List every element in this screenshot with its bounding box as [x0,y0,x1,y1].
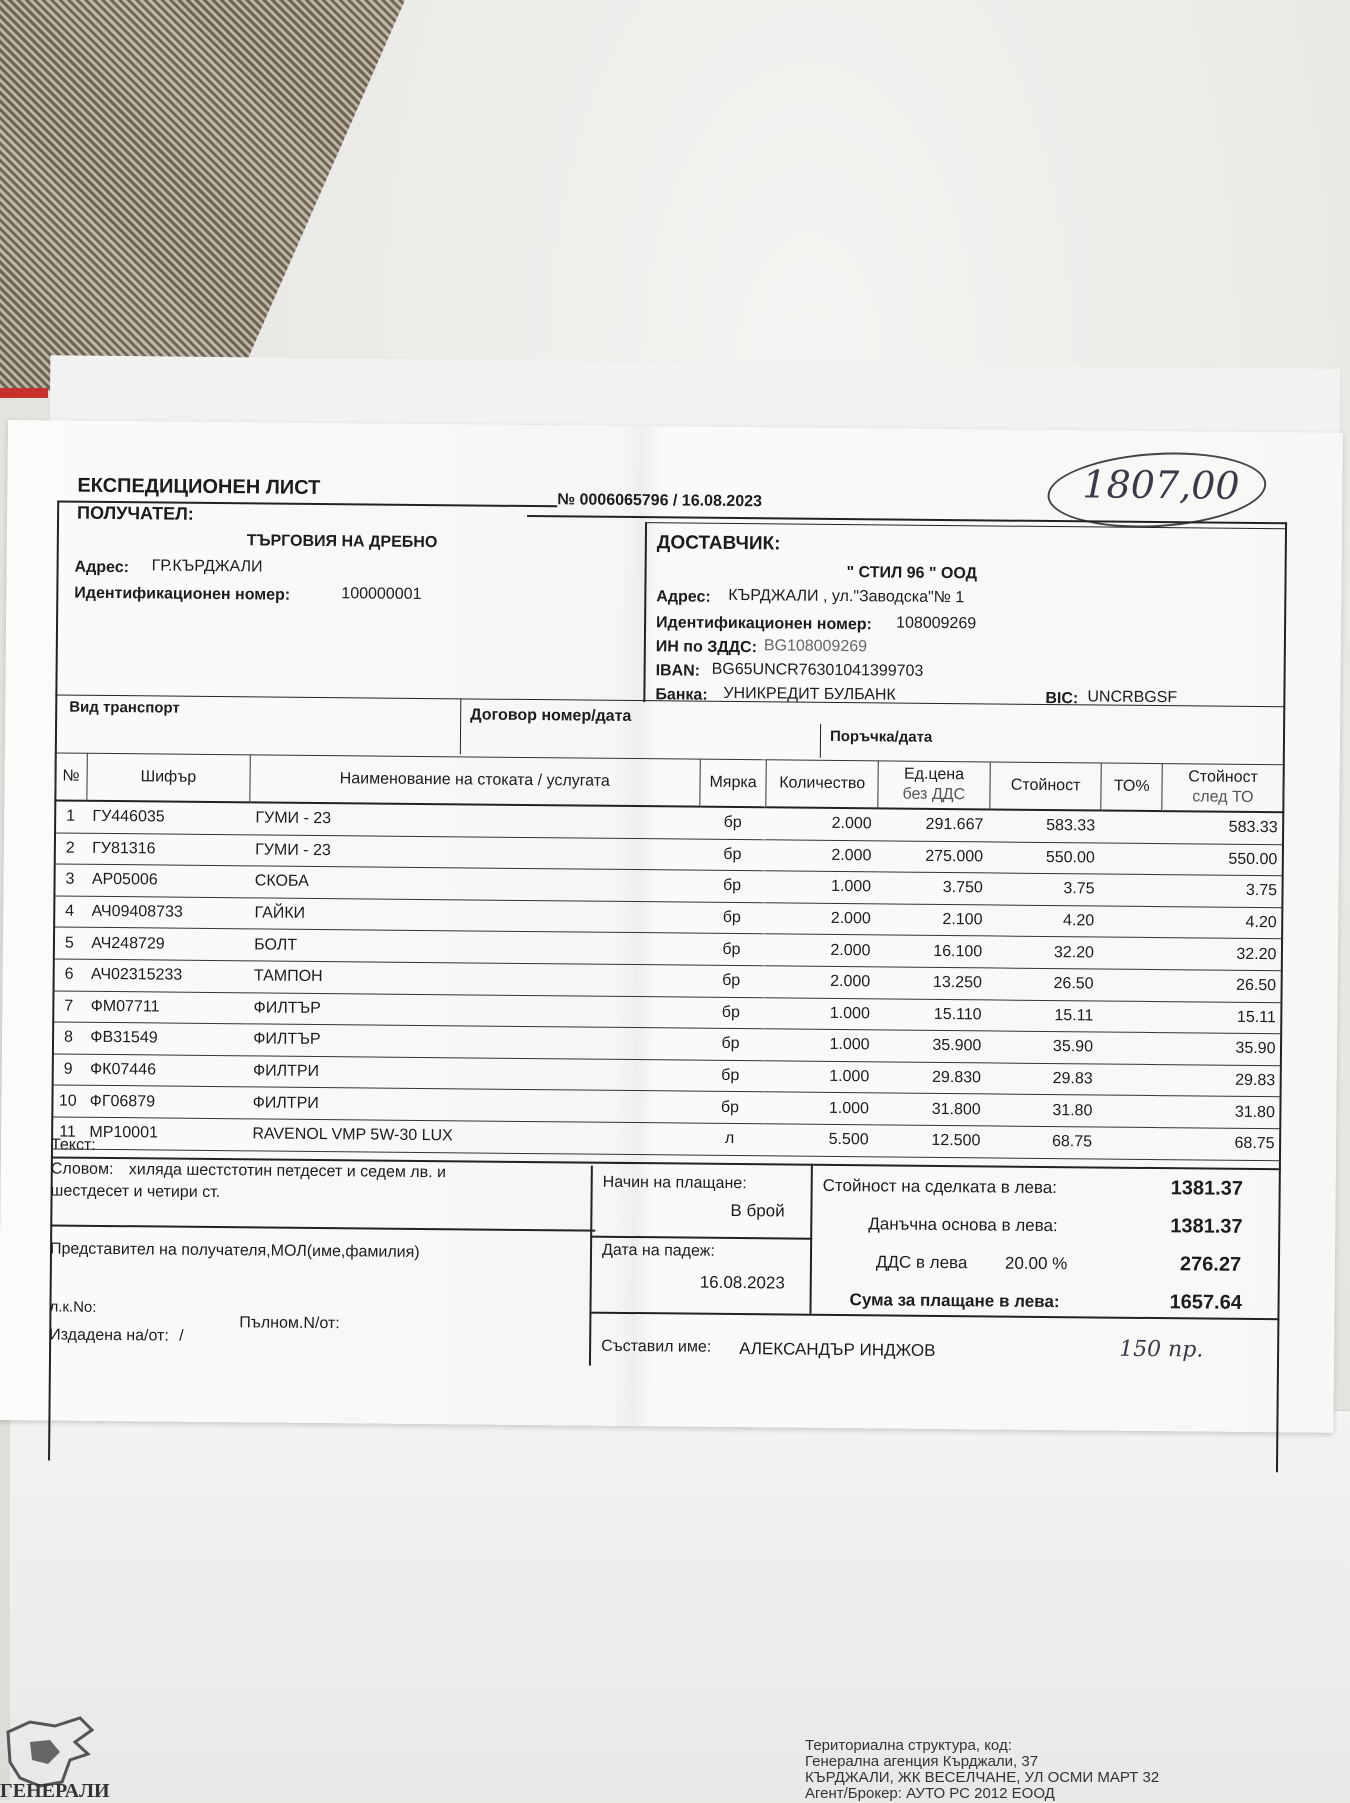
rule [460,698,462,754]
total-label: Сума за плащане в лева: [849,1290,1060,1312]
item-code: ГУ446035 [86,801,249,835]
item-value-after-discount: 68.75 [1158,1128,1280,1161]
item-unit-price: 3.750 [877,872,989,905]
item-discount [1101,843,1162,875]
compiled-by-name: АЛЕКСАНДЪР ИНДЖОВ [739,1339,936,1360]
woven-placemat [0,0,420,400]
item-unit: бр [699,807,766,840]
item-name: ФИЛТЪР [247,1024,697,1060]
item-value: 3.75 [989,873,1101,906]
item-quantity: 2.000 [766,807,878,840]
item-quantity: 2.000 [764,966,876,999]
item-unit-price: 31.800 [875,1093,987,1126]
handwritten-note: 150 пр. [1119,1336,1204,1363]
vat-value: 276.27 [1179,1253,1242,1276]
row-number: 6 [53,959,85,991]
col-price [878,761,990,810]
item-discount [1099,1001,1160,1033]
item-discount [1099,1064,1160,1096]
vat-label: ДДС в лева [875,1252,968,1273]
rule [590,1236,812,1240]
item-value-after-discount: 26.50 [1160,970,1282,1003]
item-value: 35.90 [987,1031,1099,1064]
item-code: ФГ06879 [84,1086,247,1119]
item-value: 29.83 [987,1063,1099,1096]
recipient-address: ГР.КЪРДЖАЛИ [151,557,263,576]
issued-value: / [179,1327,184,1345]
recipient-id-number: 100000001 [341,585,422,603]
item-value: 15.11 [987,999,1099,1032]
row-number: 2 [54,833,86,865]
item-unit-price: 12.500 [875,1125,987,1158]
row-number: 9 [52,1054,84,1086]
item-code: АР05006 [86,864,249,897]
item-unit: бр [699,870,766,902]
item-unit: бр [697,1028,764,1060]
col-unit: Мярка [700,759,767,807]
item-name: ФИЛТРИ [247,1087,697,1123]
item-value: 583.33 [989,809,1101,842]
item-unit: бр [697,1060,764,1092]
leaflet-line: КЪРДЖАЛИ, ЖК ВЕСЕЛЧАНЕ, УЛ ОСМИ МАРТ 32 [805,1769,1160,1786]
col-value: Стойност [990,762,1102,811]
deal-value-label: Стойност на сделката в лева: [822,1175,1058,1198]
item-discount [1100,906,1161,938]
supplier-bank: УНИКРЕДИТ БУЛБАНК [723,684,896,704]
item-discount [1098,1127,1159,1159]
red-tab [0,388,48,398]
payment-method-value: В брой [730,1200,785,1221]
item-unit: бр [699,839,766,871]
supplier-vat-number: BG108009269 [763,637,868,656]
item-value-after-discount: 15.11 [1160,1001,1282,1034]
items-table-body [52,800,1284,1160]
row-number: 5 [53,927,85,959]
shipping-document [0,420,1343,1433]
item-code: АЧ02315233 [85,959,248,992]
transport-label: Вид транспорт [69,698,180,717]
representative-label: Представител на получателя,МОЛ(име,фамилия) [49,1240,420,1261]
rule [643,522,647,702]
vat-rate: 20.00 % [1004,1253,1068,1274]
item-value-after-discount: 583.33 [1161,811,1283,844]
contract-label: Договор номер/дата [470,706,632,725]
item-unit: бр [698,965,765,997]
item-value-after-discount: 3.75 [1161,875,1283,908]
supplier-bank-label: Банка: [655,686,708,704]
col-to: ТО% [1101,763,1162,811]
leaflet-line: Агент/Брокер: АУТО РС 2012 ЕООД [805,1785,1055,1802]
item-code: ФМ07711 [84,991,247,1024]
item-name: RAVENOL VMP 5W-30 LUX [246,1119,696,1155]
leaflet-line: Териториална структура, код: [805,1737,1012,1754]
item-code: ФК07446 [84,1054,247,1087]
recipient-id-label: Идентификационен номер: [74,584,291,604]
supplier-id-label: Идентификационен номер: [656,614,872,634]
col-code: Шифър [87,753,250,802]
due-date-label: Дата на падеж: [601,1241,715,1260]
document-sheet [49,462,1287,1363]
deal-value: 1381.37 [1170,1177,1244,1200]
item-value: 4.20 [988,905,1100,938]
item-unit-price: 291.667 [878,808,990,841]
item-name: ТАМПОН [248,961,698,997]
item-quantity: 1.000 [765,871,877,904]
item-discount [1100,874,1161,906]
item-value: 32.20 [988,936,1100,969]
item-discount [1098,1095,1159,1127]
row-number: 10 [52,1085,84,1117]
item-quantity: 1.000 [763,1061,875,1094]
item-discount [1100,937,1161,969]
order-label: Поръчка/дата [829,727,933,746]
row-number: 3 [54,864,86,896]
item-value: 550.00 [989,842,1101,875]
item-quantity: 1.000 [763,1092,875,1125]
item-unit-price: 15.110 [876,998,988,1031]
item-unit-price: 16.100 [876,935,988,968]
item-code: АЧ248729 [85,928,248,961]
supplier-header: ДОСТАВЧИК: [656,532,781,555]
item-name: ГАЙКИ [248,898,698,934]
item-value-after-discount: 32.20 [1160,938,1282,971]
item-discount [1101,811,1162,844]
amount-in-words-line1: хиляда шестстотин петдесет и седем лв. и [128,1161,447,1182]
col-after-line1: Стойност [1188,768,1258,787]
item-value-after-discount: 29.83 [1159,1064,1281,1097]
document-title: ЕКСПЕДИЦИОНЕН ЛИСТ [77,474,321,500]
row-number: 4 [54,896,86,928]
leaflet-line: Генерална агенция Кърджали, 37 [805,1753,1039,1770]
document-number: № 0006065796 / 16.08.2023 [557,491,763,511]
item-value-after-discount: 550.00 [1161,843,1283,876]
amount-in-words-line2: шестдесет и четири ст. [50,1182,221,1202]
item-discount [1099,969,1160,1001]
col-price-line2: без ДДС [902,785,966,804]
item-value-after-discount: 4.20 [1161,906,1283,939]
supplier-address-label: Адрес: [656,588,711,606]
item-name: ФИЛТЪР [247,992,697,1028]
id-card-label: л.к.No: [49,1298,97,1316]
insurer-brand: ГЕНЕРАЛИ [0,1780,110,1802]
leaflet-contact-block [805,1738,1159,1802]
items-table [51,752,1285,1160]
compiled-by-label: Съставил име: [601,1337,712,1356]
col-name: Наименование на стоката / услугата [250,755,700,807]
tax-base-label: Данъчна основа в лева: [868,1214,1058,1236]
col-qty: Количество [766,760,878,809]
item-code: ФВ31549 [84,1022,247,1055]
row-number: 1 [55,800,87,832]
supplier-id-number: 108009269 [896,614,977,633]
row-number: 8 [52,1022,84,1054]
rule [589,1166,593,1366]
supplier-name: " СТИЛ 96 " ООД [846,564,978,583]
item-name: ФИЛТРИ [247,1056,697,1092]
recipient-address-label: Адрес: [74,558,130,577]
item-code: АЧ09408733 [85,896,248,929]
item-quantity: 5.500 [763,1124,875,1157]
supplier-bic: UNCRBGSF [1087,688,1178,707]
handwritten-total: 1807,00 [1082,462,1240,508]
item-unit-price: 2.100 [877,904,989,937]
words-label: Словом: [50,1160,114,1179]
proxy-label: Пълном.N/от: [239,1314,340,1333]
item-unit: бр [697,997,764,1029]
item-quantity: 2.000 [766,839,878,872]
item-unit-price: 13.250 [876,967,988,1000]
item-quantity: 2.000 [765,903,877,936]
col-after [1162,764,1284,813]
item-name: СКОБА [249,866,699,902]
supplier-iban: BG65UNCR76301041399703 [711,660,924,680]
row-number: 7 [53,991,85,1023]
item-unit: бр [698,902,765,934]
rule [820,724,821,758]
item-value-after-discount: 35.90 [1159,1033,1281,1066]
total-value: 1657.64 [1169,1291,1242,1314]
item-unit-price: 275.000 [877,840,989,873]
col-after-line2: след ТО [1192,788,1254,806]
text-label: Текст: [50,1136,96,1154]
item-value: 68.75 [986,1126,1098,1159]
item-unit: л [696,1123,763,1155]
due-date-value: 16.08.2023 [699,1272,785,1293]
item-value-after-discount: 31.80 [1159,1096,1281,1129]
item-unit: бр [698,934,765,966]
tax-base-value: 1381.37 [1170,1215,1243,1238]
issued-label: Издадена на/от: [49,1326,169,1345]
item-quantity: 1.000 [764,1029,876,1062]
supplier-address: КЪРДЖАЛИ , ул."Заводска"№ 1 [728,586,965,607]
row-number: 11 [52,1117,84,1149]
item-discount [1099,1032,1160,1064]
item-unit: бр [696,1091,763,1123]
item-quantity: 2.000 [765,934,877,967]
recipient-name: ТЪРГОВИЯ НА ДРЕБНО [246,532,438,552]
col-no: № [55,753,87,801]
item-code: МР10001 [83,1117,246,1150]
item-unit-price: 29.830 [875,1062,987,1095]
item-value: 31.80 [987,1094,1099,1127]
item-name: БОЛТ [248,929,698,965]
item-unit-price: 35.900 [875,1030,987,1063]
supplier-bic-label: BIC: [1045,689,1079,708]
supplier-iban-label: IBAN: [655,662,701,680]
rule [50,1224,595,1231]
item-code: ГУ81316 [86,833,249,866]
item-value: 26.50 [988,968,1100,1001]
item-name: ГУМИ - 23 [249,802,699,838]
recipient-header: ПОЛУЧАТЕЛ: [77,502,194,524]
payment-method-label: Начин на плащане: [602,1173,747,1193]
item-quantity: 1.000 [764,997,876,1030]
item-name: ГУМИ - 23 [249,834,699,870]
supplier-vat-label: ИН по ЗДДС: [655,638,758,657]
col-price-line1: Ед.цена [903,765,965,784]
